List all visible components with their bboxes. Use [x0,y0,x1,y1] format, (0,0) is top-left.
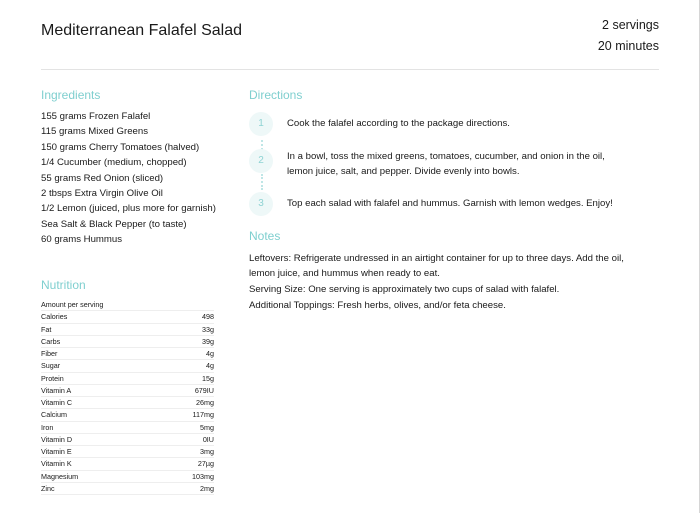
nutrient-value: 5mg [200,422,214,432]
nutrient-value: 117mg [192,410,214,420]
nutrition-row [41,336,214,348]
recipe-title: Mediterranean Falafel Salad [41,22,243,39]
step-connector [261,174,263,190]
nutrition-row [41,471,214,483]
nutrient-value: 3mg [200,447,214,456]
nutrient-value: 498 [202,312,214,322]
notes-list [249,251,629,313]
nutrient-name: Calories [41,312,68,322]
nutrient-name: Fat [41,324,52,334]
nutrient-name: Protein [41,373,64,383]
nutrition-header [41,299,214,311]
nutrient-name: Carbs [41,336,61,346]
note-item: Leftovers: Refrigerate undressed in an airtight container for up to three days. Add the oil, lemon juice, and hummus when ready to eat. [249,253,624,280]
ingredient-item: 2 tbsps Extra Virgin Olive Oil [41,188,163,200]
ingredient-item: 1/2 Lemon (juiced, plus more for garnish) [41,203,216,215]
step-number: 2 [249,149,273,173]
nutrition-row [41,446,214,458]
nutrient-value: 33g [202,324,214,334]
nutrient-name: Zinc [41,483,55,493]
nutrient-name: Vitamin E [41,447,72,456]
ingredient-item: Sea Salt & Black Pepper (to taste) [41,218,187,230]
nutrient-value: 39g [202,336,214,346]
ingredient-item: 115 grams Mixed Greens [41,126,148,138]
nutrition-row [41,483,214,495]
nutrient-value: 4g [206,361,214,371]
nutrient-name: Iron [41,422,54,432]
note-item: Serving Size: One serving is approximately two cups of salad with falafel. [249,283,560,295]
nutrient-name: Vitamin K [41,459,72,469]
nutrient-name: Vitamin C [41,398,73,407]
ingredient-item: 150 grams Cherry Tomatoes (halved) [41,141,200,153]
nutrition-row [41,409,214,421]
ingredient-item: 155 grams Frozen Falafel [41,111,151,122]
nutrition-row [41,373,214,385]
ingredients-heading: Ingredients [41,88,101,102]
nutrient-value: 0IU [202,434,214,444]
nutrition-row [41,422,214,434]
nutrient-name: Fiber [41,349,58,358]
nutrition-table [41,299,214,495]
servings: 2 servings [602,18,659,32]
nutrition-row [41,324,214,336]
nutrition-row [41,348,214,360]
step-text: In a bowl, toss the mixed greens, tomatoes, cucumber, and onion in the oil, lemon juice, salt, and pepper. Divide evenly into bowls. [287,151,605,178]
nutrient-name: Vitamin D [41,434,73,444]
nutrient-value: 15g [202,373,214,383]
nutrient-name: Vitamin A [41,385,72,395]
nutrient-value: 679IU [194,385,214,395]
step-number: 1 [249,112,273,136]
step-number: 3 [249,192,273,216]
note-item: Additional Toppings: Fresh herbs, olives, and/or feta cheese. [249,299,506,311]
step-text: Cook the falafel according to the package directions. [287,118,510,129]
header-divider [41,69,659,70]
nutrition-header-label: Amount per serving [41,300,104,309]
nutrient-value: 27µg [197,459,214,469]
notes-heading: Notes [249,229,281,243]
ingredient-item: 60 grams Hummus [41,234,123,246]
nutrient-value: 26mg [196,398,214,407]
ingredients-list [41,109,216,248]
nutrient-value: 2mg [200,483,214,493]
ingredient-item: 55 grams Red Onion (sliced) [41,172,164,184]
nutrition-row [41,311,214,323]
nutrient-value: 103mg [192,471,214,481]
ingredient-item: 1/4 Cucumber (medium, chopped) [41,157,187,169]
nutrition-heading: Nutrition [41,278,86,292]
nutrition-row [41,385,214,397]
nutrient-value: 4g [206,349,214,358]
nutrient-name: Calcium [41,410,67,420]
total-time: 20 minutes [597,39,659,53]
directions-heading: Directions [249,88,303,102]
nutrition-row [41,360,214,372]
nutrition-row [41,458,214,470]
nutrition-row [41,397,214,409]
recipe-meta [598,15,659,57]
nutrient-name: Sugar [41,361,61,371]
nutrient-name: Magnesium [41,471,79,481]
nutrition-row [41,434,214,446]
step-text: Top each salad with falafel and hummus. Garnish with lemon wedges. Enjoy! [287,198,613,209]
